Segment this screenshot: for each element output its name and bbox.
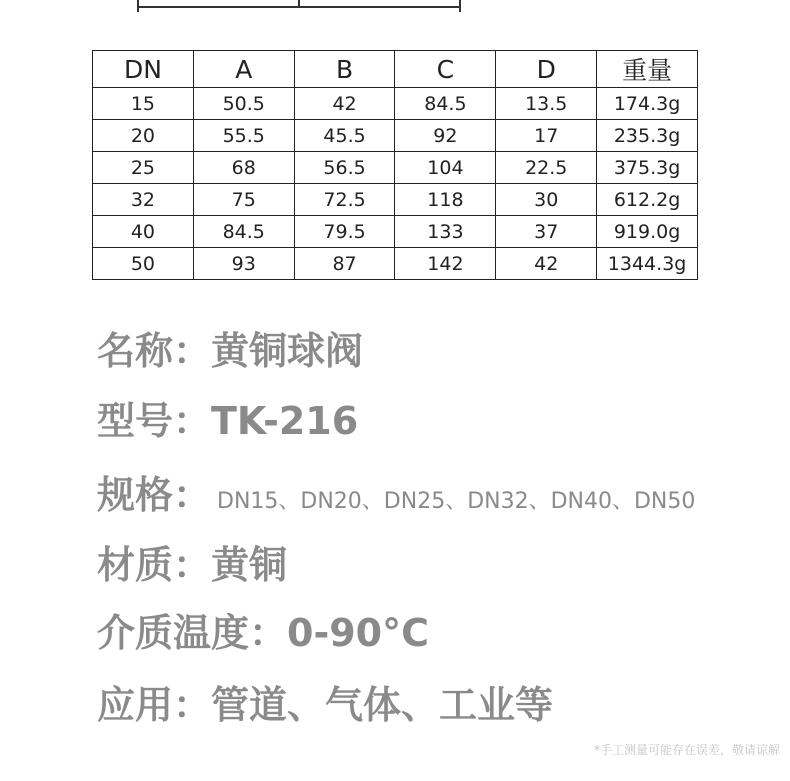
table-header-row bbox=[93, 51, 698, 88]
info-temperature-line bbox=[97, 611, 429, 655]
cell-a: 55.5 bbox=[193, 120, 294, 152]
material-label: 材质： bbox=[97, 543, 212, 587]
model-label: 型号： bbox=[97, 399, 212, 443]
cell-weight: 235.3g bbox=[597, 120, 698, 152]
table-row bbox=[93, 152, 698, 184]
cell-a: 75 bbox=[193, 184, 294, 216]
cell-c: 142 bbox=[395, 248, 496, 280]
spec-label: 规格： bbox=[97, 473, 212, 517]
cell-d: 42 bbox=[496, 248, 597, 280]
spec-table bbox=[92, 50, 698, 280]
cell-b: 79.5 bbox=[294, 216, 395, 248]
dimension-line-bar bbox=[137, 6, 461, 8]
material-value: 黄铜 bbox=[211, 543, 288, 587]
header-b: B bbox=[294, 51, 395, 88]
cell-a: 93 bbox=[193, 248, 294, 280]
cell-d: 17 bbox=[496, 120, 597, 152]
cell-c: 133 bbox=[395, 216, 496, 248]
dimension-line-left-cap bbox=[137, 0, 139, 12]
header-c: C bbox=[395, 51, 496, 88]
spec-value: DN15、DN20、DN25、DN32、DN40、DN50 bbox=[217, 489, 696, 514]
cell-dn: 32 bbox=[93, 184, 194, 216]
application-label: 应用： bbox=[97, 683, 212, 727]
temperature-value: 0-90°C bbox=[287, 611, 429, 655]
dimension-line-right-cap bbox=[459, 0, 461, 12]
cell-d: 13.5 bbox=[496, 88, 597, 120]
header-a: A bbox=[193, 51, 294, 88]
cell-weight: 919.0g bbox=[597, 216, 698, 248]
cell-d: 30 bbox=[496, 184, 597, 216]
table-row bbox=[93, 248, 698, 280]
cell-c: 84.5 bbox=[395, 88, 496, 120]
temperature-label: 介质温度： bbox=[97, 611, 288, 655]
cell-c: 92 bbox=[395, 120, 496, 152]
cell-weight: 375.3g bbox=[597, 152, 698, 184]
info-application-line bbox=[97, 683, 554, 727]
dimension-line bbox=[137, 0, 461, 12]
info-spec-line bbox=[97, 473, 696, 517]
cell-dn: 40 bbox=[93, 216, 194, 248]
header-weight: 重量 bbox=[597, 51, 698, 88]
cell-d: 22.5 bbox=[496, 152, 597, 184]
cell-d: 37 bbox=[496, 216, 597, 248]
table-row bbox=[93, 216, 698, 248]
cell-dn: 15 bbox=[93, 88, 194, 120]
table-row bbox=[93, 120, 698, 152]
cell-a: 84.5 bbox=[193, 216, 294, 248]
table-row bbox=[93, 184, 698, 216]
cell-weight: 174.3g bbox=[597, 88, 698, 120]
header-d: D bbox=[496, 51, 597, 88]
cell-dn: 25 bbox=[93, 152, 194, 184]
info-material-line bbox=[97, 543, 288, 587]
cell-b: 87 bbox=[294, 248, 395, 280]
name-value: 黄铜球阀 bbox=[211, 329, 364, 373]
table-row bbox=[93, 88, 698, 120]
header-dn: DN bbox=[93, 51, 194, 88]
application-value: 管道、气体、工业等 bbox=[211, 683, 554, 727]
name-label: 名称： bbox=[97, 329, 212, 373]
cell-dn: 50 bbox=[93, 248, 194, 280]
cell-weight: 1344.3g bbox=[597, 248, 698, 280]
info-model-line bbox=[97, 399, 359, 443]
cell-b: 45.5 bbox=[294, 120, 395, 152]
cell-b: 56.5 bbox=[294, 152, 395, 184]
cell-c: 104 bbox=[395, 152, 496, 184]
cell-c: 118 bbox=[395, 184, 496, 216]
cell-a: 50.5 bbox=[193, 88, 294, 120]
info-name-line bbox=[97, 329, 364, 373]
cell-b: 42 bbox=[294, 88, 395, 120]
model-value: TK-216 bbox=[211, 399, 359, 443]
cell-b: 72.5 bbox=[294, 184, 395, 216]
cell-weight: 612.2g bbox=[597, 184, 698, 216]
dimension-line-mid-tick bbox=[298, 0, 300, 6]
cell-dn: 20 bbox=[93, 120, 194, 152]
cell-a: 68 bbox=[193, 152, 294, 184]
measurement-disclaimer: *手工测量可能存在误差，敬请谅解 bbox=[593, 743, 780, 757]
